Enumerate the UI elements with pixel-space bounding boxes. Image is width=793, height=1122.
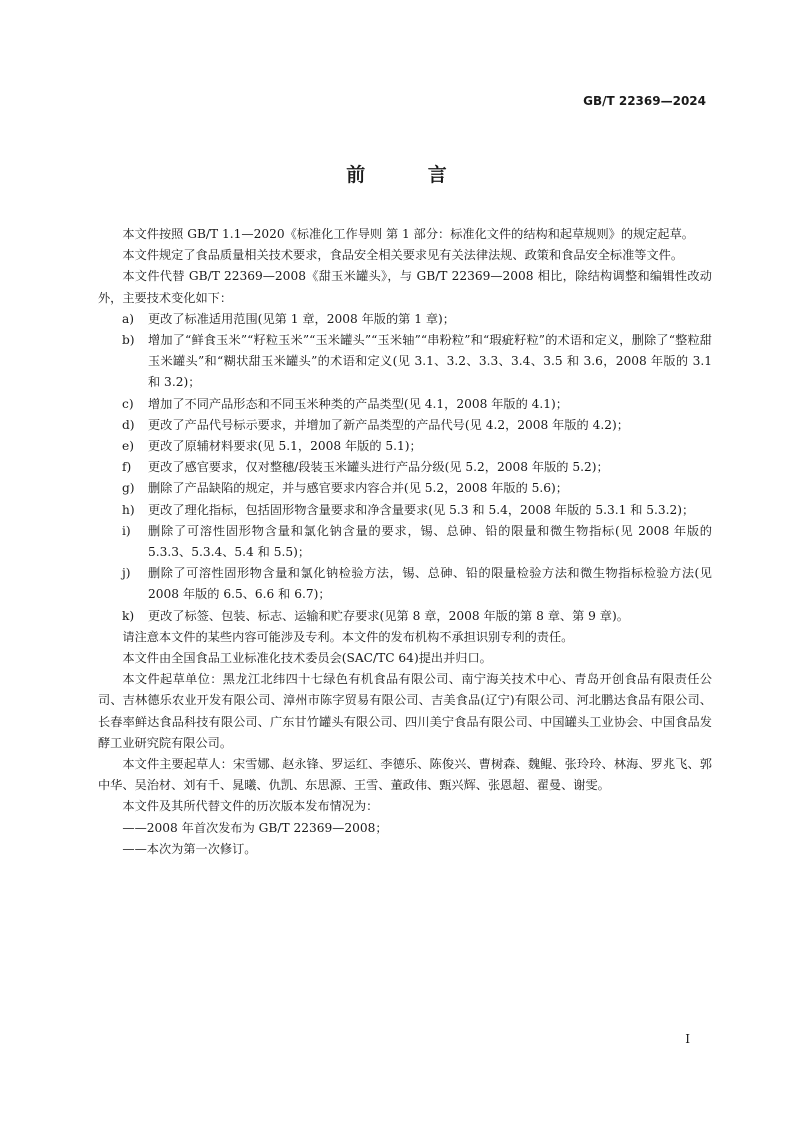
page-title: 前 言 — [346, 164, 475, 186]
item-label: f) — [122, 460, 132, 475]
item-text: 删除了可溶性固形物含量和氯化钠含量的要求，锡、总砷、铅的限量和微生物指标(见 2008 年版的 5.3.3、5.3.4、5.4 和 5.5)； — [148, 523, 712, 560]
paragraph: 本文件按照 GB/T 1.1—2020《标准化工作导则 第 1 部分：标准化文件的结构和起草规则》的规定起草。 — [122, 227, 694, 241]
paragraph: 本文件及其所代替文件的历次版本发布情况为： — [122, 799, 379, 814]
item-text: 更改了标签、包装、标志、运输和贮存要求(见第 8 章，2008 年版的第 8 章、第 9 章)。 — [148, 608, 629, 623]
change-item — [98, 330, 712, 394]
change-item — [98, 478, 712, 499]
item-text: 更改了理化指标，包括固形物含量要求和净含量要求(见 5.3 和 5.4，2008 年版的 5.3.1 和 5.3.2)； — [148, 502, 695, 517]
item-label: c) — [122, 396, 134, 411]
paragraph: 本文件主要起草人：宋雪娜、赵永锋、罗运红、李德乐、陈俊兴、曹树森、魏鲲、张玲玲、林海、罗兆飞、郭中华、吴治材、刘有千、晁曦、仇凯、东思源、王雪、董政伟、甄兴辉、张恩超、翟曼、谢雯。 — [98, 757, 712, 793]
paragraph: 本文件起草单位：黑龙江北纬四十七绿色有机食品有限公司、南宁海关技术中心、青岛开创食品有限责任公司、吉林德乐农业开发有限公司、漳州市陈字贸易有限公司、吉美食品(辽宁)有限公司、河北鹏达食品有限公司、长春率鲜达食品科技有限公司、广东甘竹罐头有限公司、四川美宁食品有限公司、中国罐头工业协会、中国食品发酵工业研究院有限公司。 — [98, 672, 712, 750]
item-text: 删除了产品缺陷的规定，并与感官要求内容合并(见 5.2，2008 年版的 5.6)； — [148, 481, 568, 496]
paragraph: ——本次为第一次修订。 — [122, 841, 257, 856]
foreword-body — [98, 224, 712, 860]
change-item — [98, 500, 712, 521]
item-text: 更改了原辅材料要求(见 5.1，2008 年版的 5.1)； — [148, 439, 422, 454]
item-label: h) — [122, 502, 135, 517]
item-label: j) — [122, 566, 131, 581]
change-item — [98, 563, 712, 605]
item-text: 增加了不同产品形态和不同玉米种类的产品类型(见 4.1，2008 年版的 4.1)； — [148, 396, 568, 411]
paragraph: 请注意本文件的某些内容可能涉及专利。本文件的发布机构不承担识别专利的责任。 — [122, 629, 574, 644]
page-number: I — [685, 1032, 690, 1046]
item-text: 更改了标准适用范围(见第 1 章，2008 年版的第 1 章)； — [148, 311, 455, 326]
paragraph: ——2008 年首次发布为 GB/T 22369—2008； — [122, 820, 388, 835]
change-item — [98, 457, 712, 478]
paragraph: 本文件代替 GB/T 22369—2008《甜玉米罐头》，与 GB/T 22369—2008 相比，除结构调整和编辑性改动外，主要技术变化如下： — [98, 269, 712, 305]
paragraph: 本文件规定了食品质量相关技术要求，食品安全相关要求见有关法律法规、政策和食品安全标准等文件。 — [122, 248, 684, 263]
paragraph: 本文件由全国食品工业标准化技术委员会(SAC/TC 64)提出并归口。 — [122, 651, 492, 666]
change-item — [98, 521, 712, 563]
item-label: i) — [122, 523, 131, 538]
item-text: 更改了产品代号标示要求，并增加了新产品类型的产品代号(见 4.2，2008 年版的 4.2)； — [148, 417, 629, 432]
item-label: d) — [122, 417, 135, 432]
standard-number: GB/T 22369—2024 — [583, 94, 706, 108]
item-text: 增加了“鲜食玉米”“籽粒玉米”“玉米罐头”“玉米轴”“串粉粒”和“瑕疵籽粒”的术语和定义，删除了“整粒甜玉米罐头”和“糊状甜玉米罐头”的术语和定义(见 3.1、3.2、3.3、3.4、3.5 和 3.6，2008 年版的 3.1 和 3.2)； — [148, 333, 712, 390]
item-label: g) — [122, 481, 135, 496]
change-item — [98, 394, 712, 415]
change-item — [98, 309, 712, 330]
item-text: 删除了可溶性固形物含量和氯化钠检验方法，锡、总砷、铅的限量检验方法和微生物指标检验方法(见 2008 年版的 6.5、6.6 和 6.7)； — [148, 566, 712, 602]
item-label: a) — [122, 311, 135, 326]
item-label: e) — [122, 439, 134, 454]
item-label: k) — [122, 608, 135, 623]
change-item — [98, 436, 712, 457]
item-label: b) — [122, 333, 135, 348]
change-item — [98, 606, 712, 627]
change-item — [98, 415, 712, 436]
item-text: 更改了感官要求，仅对整穗/段装玉米罐头进行产品分级(见 5.2，2008 年版的 5.2)； — [148, 460, 609, 475]
